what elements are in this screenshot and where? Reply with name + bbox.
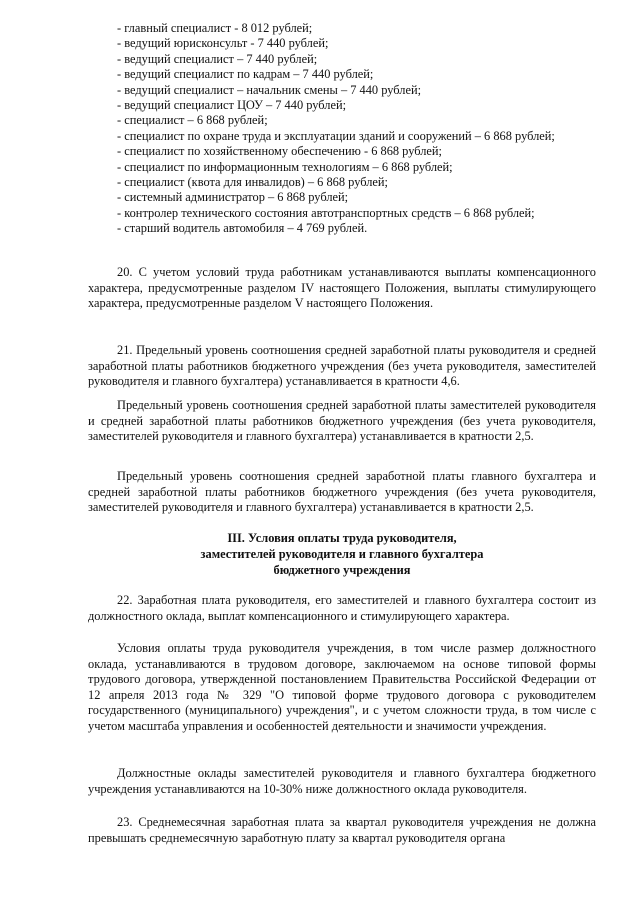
- paragraph-21-deputies: [88, 398, 596, 445]
- list-item: - главный специалист - 8 012 рублей;: [117, 21, 313, 35]
- paragraph-22-salaries-text: Должностные оклады заместителей руководителя и главного бухгалтера бюджетного учреждения устанавливаются на 10-30% ниже должностного оклада руководителя.: [88, 766, 596, 796]
- paragraph-21-accountant: [88, 469, 596, 516]
- list-item: - специалист по хозяйственному обеспечению - 6 868 рублей;: [117, 144, 442, 159]
- paragraph-22-conditions: [88, 641, 596, 734]
- paragraph-22: [88, 593, 596, 624]
- list-item: - ведущий специалист – 7 440 рублей;: [117, 51, 318, 66]
- paragraph-21: [88, 343, 596, 390]
- section-heading: [88, 531, 596, 579]
- list-item: - ведущий специалист по кадрам – 7 440 рублей;: [117, 67, 374, 82]
- paragraph-22-conditions-text: Условия оплаты труда руководителя учреждения, в том числе размер должностного оклада, устанавливаются в трудовом договоре, заключаемом на основе типовой формы трудового договора, утвержденной постановлением Правительства Российской Федерации от 12 апреля 2013 года № 329 "О типовой форме трудового договора с руководителем государственного (муниципального) учреждения", и с учетом сложности труда, в том числе с учетом масштаба управления и особенностей деятельности и значимости учреждения.: [88, 641, 596, 733]
- paragraph-22-text: 22. Заработная плата руководителя, его заместителей и главного бухгалтера состоит из должностного оклада, выплат компенсационного и стимулирующего характера.: [88, 593, 596, 623]
- paragraph-23-text: 23. Среднемесячная заработная плата за квартал руководителя учреждения не должна превышать среднемесячную заработную плату за квартал руководителя органа: [88, 815, 596, 845]
- section-heading-line: заместителей руководителя и главного бухгалтера: [200, 547, 484, 561]
- list-item: - контролер технического состояния автотранспортных средств – 6 868 рублей;: [117, 205, 535, 220]
- list-item: - ведущий специалист – начальник смены – 7 440 рублей;: [117, 82, 422, 97]
- paragraph-22-salaries: [88, 766, 596, 797]
- section-heading-line: III. Условия оплаты труда руководителя,: [227, 531, 457, 545]
- salary-list: [117, 21, 597, 236]
- paragraph-21-accountant-text: Предельный уровень соотношения средней заработной платы главного бухгалтера и средней заработной платы работников бюджетного учреждения (без учета руководителя, заместителей руководителя и главного бухгалтера) устанавливается в кратности 2,5.: [88, 469, 596, 514]
- paragraph-21-text: 21. Предельный уровень соотношения средней заработной платы руководителя и средней заработной платы работников бюджетного учреждения (без учета руководителя, заместителей руководителя и главного бухгалтера) устанавливается в кратности 4,6.: [88, 343, 596, 388]
- paragraph-21-deputies-text: Предельный уровень соотношения средней заработной платы заместителей руководителя и средней заработной платы работников бюджетного учреждения (без учета руководителя, заместителей руководителя и главного бухгалтера) устанавливается в кратности 2,5.: [88, 398, 596, 443]
- paragraph-20: [88, 265, 596, 312]
- paragraph-20-text: 20. С учетом условий труда работникам устанавливаются выплаты компенсационного характера, предусмотренные разделом IV настоящего Положения, выплаты стимулирующего характера, предусмотренные разделом V настоящего Положения.: [88, 265, 596, 310]
- list-item: - системный администратор – 6 868 рублей;: [117, 190, 349, 205]
- section-heading-line: бюджетного учреждения: [273, 563, 411, 577]
- list-item: - специалист по охране труда и эксплуатации зданий и сооружений – 6 868 рублей;: [117, 128, 555, 143]
- list-item: - ведущий специалист ЦОУ – 7 440 рублей;: [117, 97, 347, 112]
- list-item: - старший водитель автомобиля – 4 769 рублей.: [117, 221, 368, 236]
- paragraph-23: [88, 815, 596, 846]
- list-item: - специалист по информационным технологиям – 6 868 рублей;: [117, 159, 453, 174]
- list-item: - специалист – 6 868 рублей;: [117, 113, 268, 128]
- list-item: - специалист (квота для инвалидов) – 6 868 рублей;: [117, 174, 388, 189]
- list-item: - ведущий юрисконсульт - 7 440 рублей;: [117, 36, 329, 51]
